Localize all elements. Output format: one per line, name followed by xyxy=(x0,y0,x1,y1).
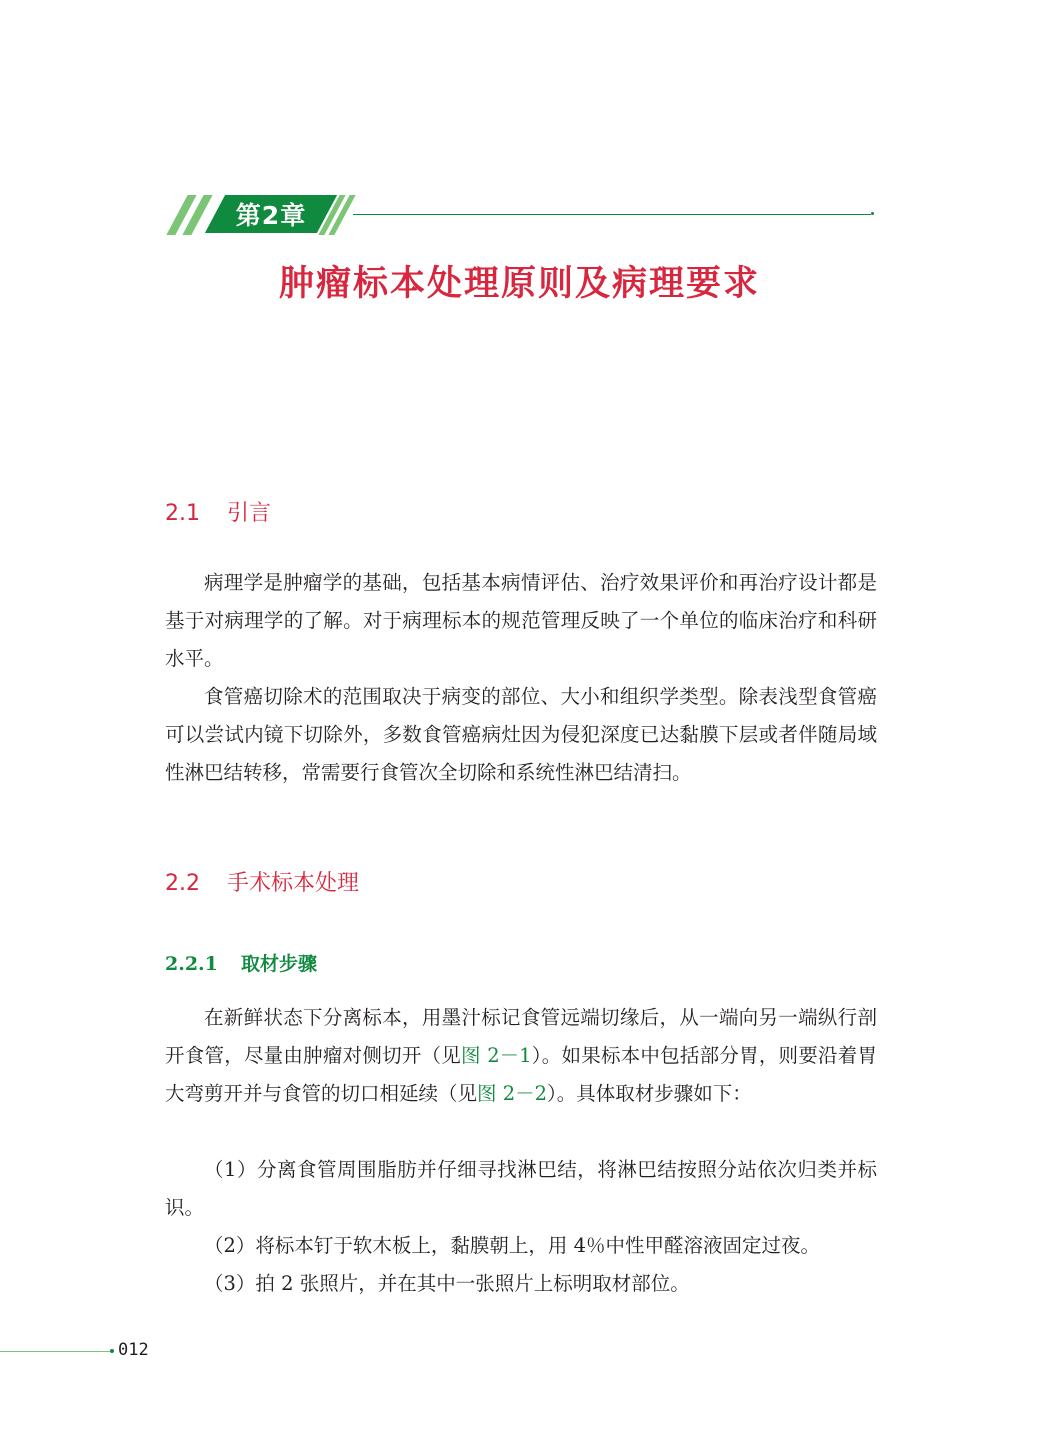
chapter-title-text: 肿瘤标本处理原则及病理要求 xyxy=(278,264,760,304)
page-number: 012 xyxy=(118,1340,149,1360)
paragraph: 食管癌切除术的范围取决于病变的部位、大小和组织学类型。除表浅型食管癌可以尝试内镜下切除外，多数食管癌病灶因为侵犯深度已达黏膜下层或者伴随局域性淋巴结转移，常需要行食管次全切除和系统性淋巴结清扫。 xyxy=(165,685,877,784)
section-title: 手术标本处理 xyxy=(227,871,360,896)
text-run: 在新鲜状态下分离标本，用墨汁标记食管远端切缘后，从一端向另一端纵行剖开食管，尽量由肿瘤对侧切开（见 xyxy=(165,1006,877,1067)
banner-stripes-right xyxy=(329,195,359,235)
procedure-step: （3）拍 2 张照片，并在其中一张照片上标明取材部位。 xyxy=(204,1272,690,1295)
section-heading-2-2 xyxy=(165,866,359,897)
footer-dot xyxy=(110,1349,114,1353)
section-title: 引言 xyxy=(227,501,272,526)
chapter-title xyxy=(0,256,1039,306)
footer-rule xyxy=(0,1351,110,1352)
chapter-rule-end xyxy=(871,212,874,215)
chapter-rule xyxy=(353,214,871,215)
figure-reference-link[interactable]: 图 2－2 xyxy=(477,1082,548,1105)
subsection-number: 2.2.1 xyxy=(165,953,218,975)
section-number: 2.1 xyxy=(165,501,200,526)
paragraph: 病理学是肿瘤学的基础，包括基本病情评估、治疗效果评价和再治疗设计都是基于对病理学的了解。对于病理标本的规范管理反映了一个单位的临床治疗和科研水平。 xyxy=(165,571,877,670)
text-run: ）。如果标本中包括部分胃，则要沿着胃大弯剪开并与食管的切口相延续（见 xyxy=(165,1044,877,1105)
subsection-heading-2-2-1 xyxy=(165,949,317,976)
figure-reference-link[interactable]: 图 2－1 xyxy=(461,1044,532,1067)
procedure-step: （1）分离食管周围脂肪并仔细寻找淋巴结，将淋巴结按照分站依次归类并标识。 xyxy=(165,1158,877,1219)
paragraph-procedure-intro xyxy=(165,999,877,1113)
chapter-label: 第2章 xyxy=(235,201,307,230)
subsection-title: 取材步骤 xyxy=(241,953,318,975)
procedure-step: （2）将标本钉于软木板上，黏膜朝上，用 4％中性甲醛溶液固定过夜。 xyxy=(204,1234,821,1257)
section-heading-2-1 xyxy=(165,496,271,527)
text-run: ）。具体取材步骤如下： xyxy=(547,1082,752,1105)
section-number: 2.2 xyxy=(165,871,200,896)
chapter-banner xyxy=(167,194,877,236)
